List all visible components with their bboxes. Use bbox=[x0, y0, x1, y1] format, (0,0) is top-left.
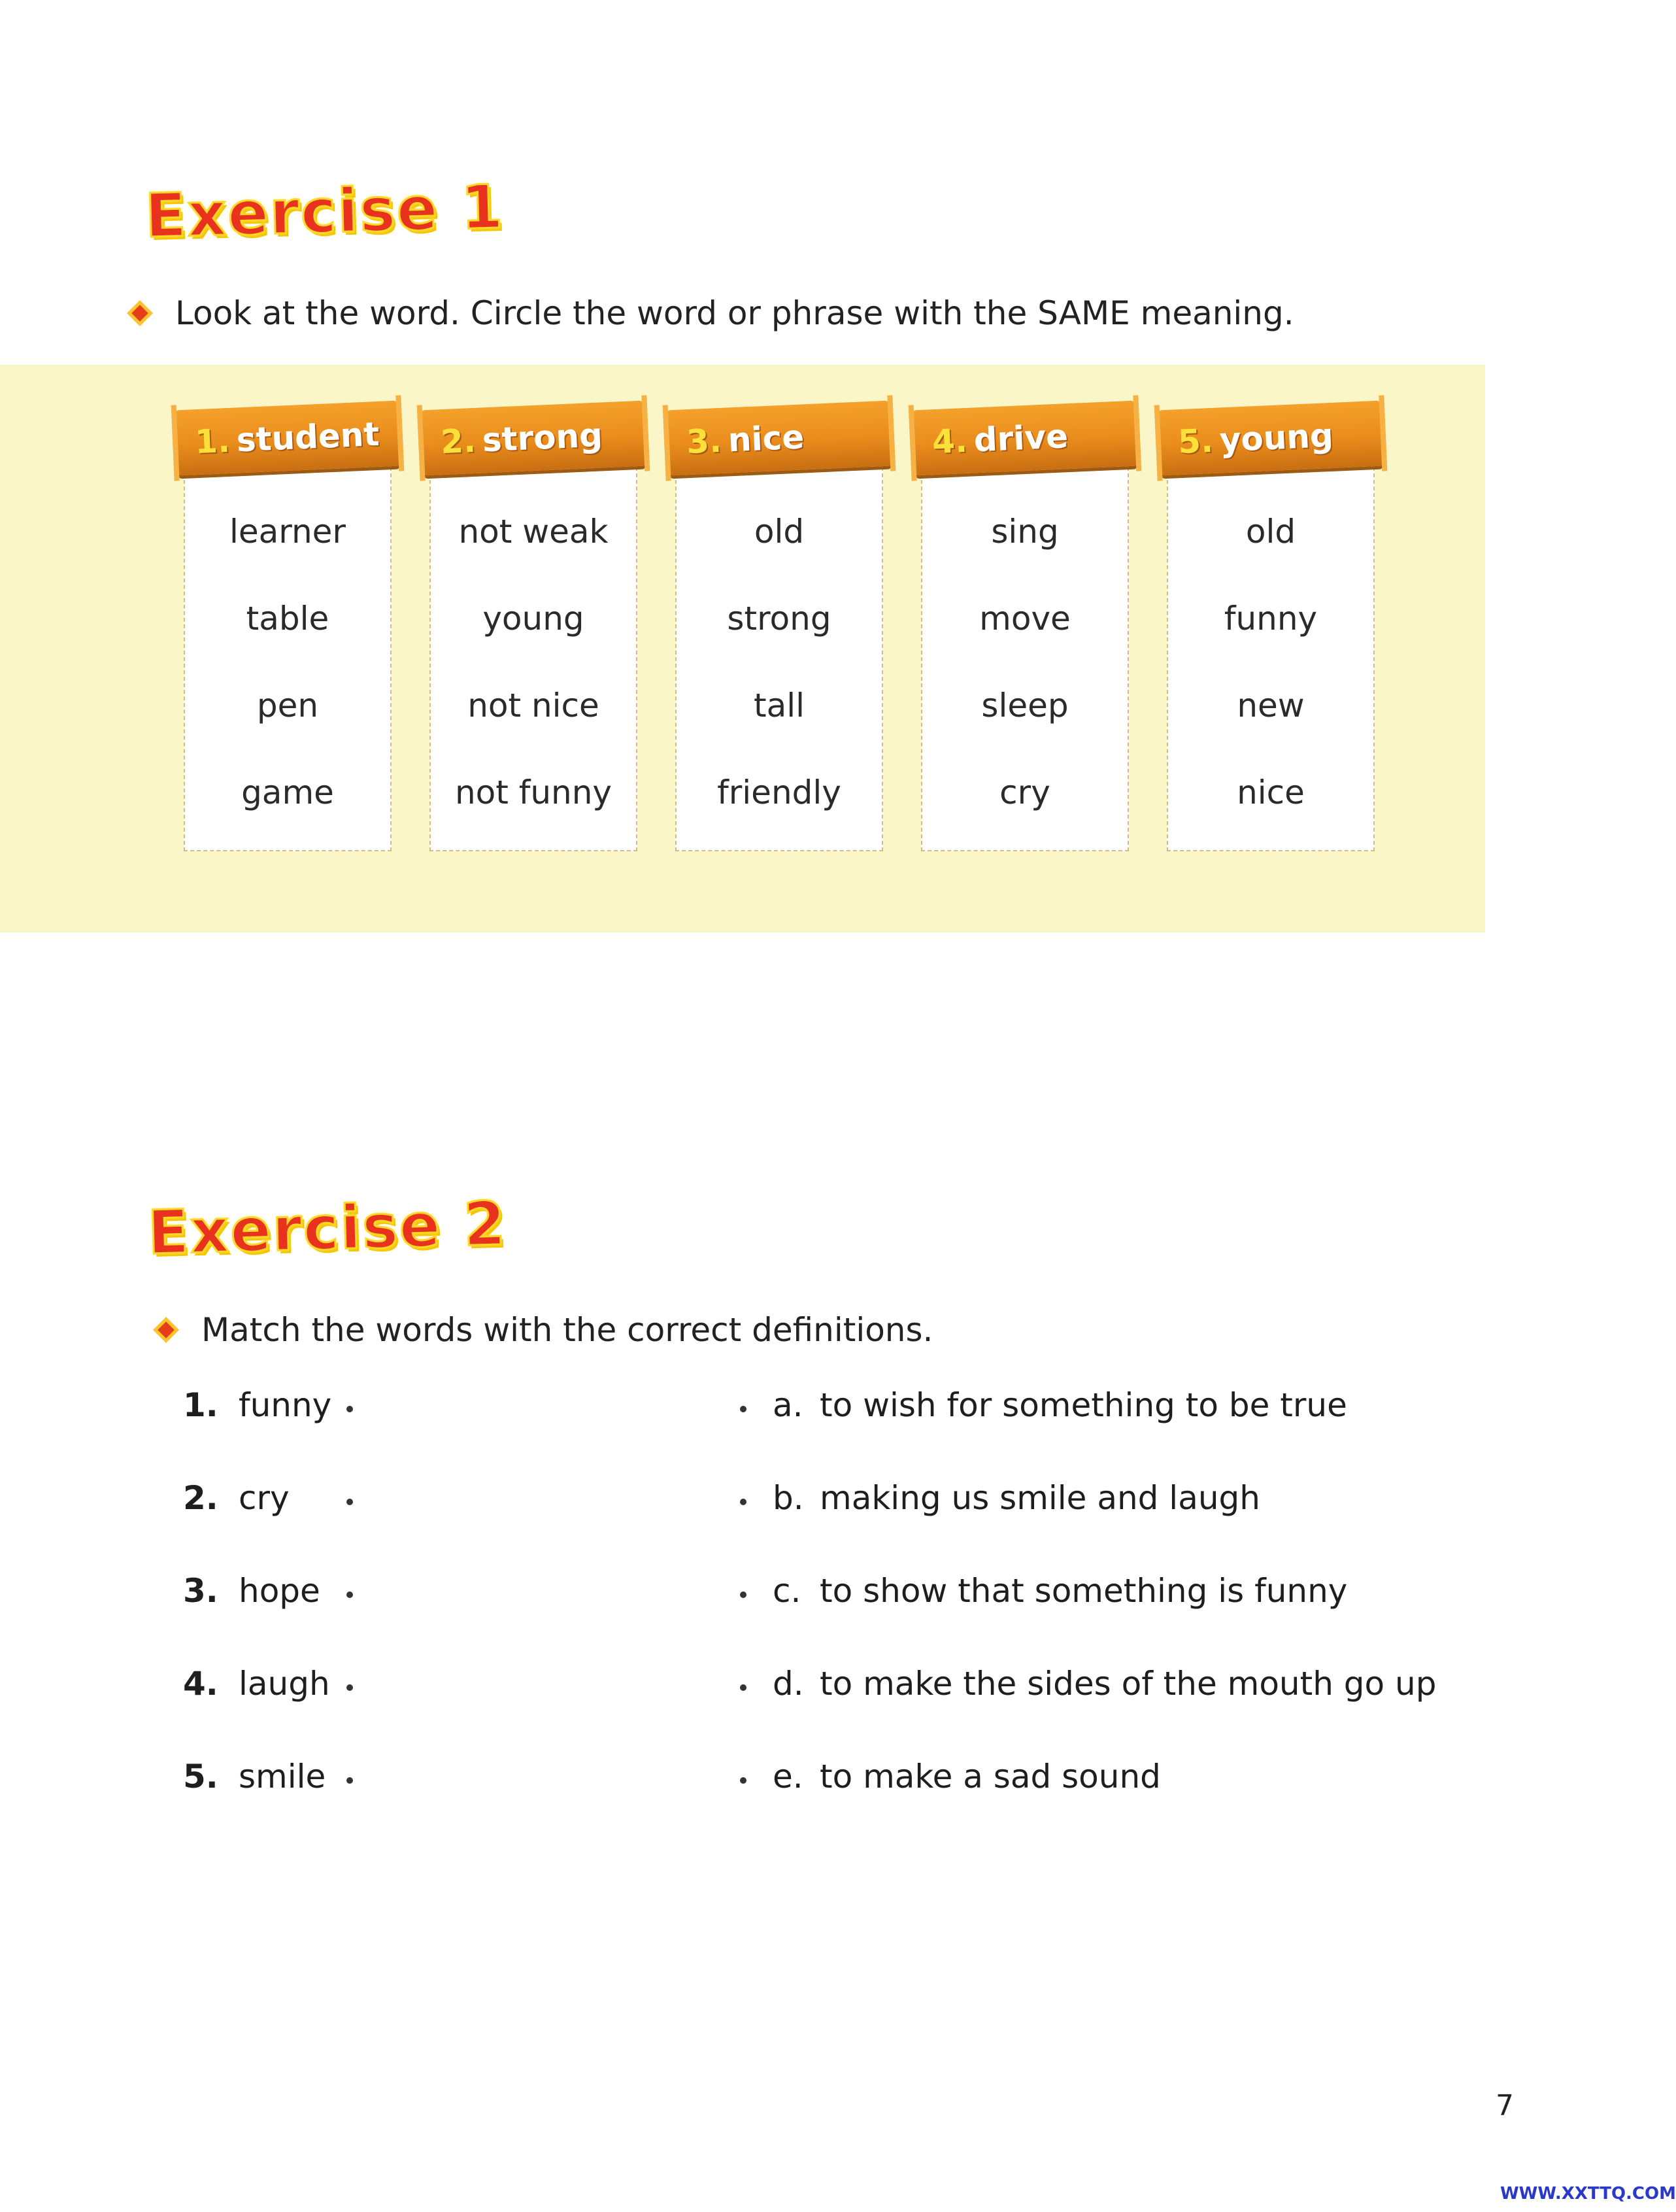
option-word[interactable]: old bbox=[754, 512, 805, 551]
option-list bbox=[921, 467, 1129, 851]
exercise-1-instruction bbox=[131, 294, 1294, 332]
card-number: 4. bbox=[931, 421, 969, 462]
word-card-4 bbox=[914, 405, 1136, 851]
option-word[interactable]: learner bbox=[229, 512, 346, 551]
page-number: 7 bbox=[1496, 2089, 1514, 2122]
match-word-row bbox=[183, 1572, 353, 1665]
match-dot-icon[interactable] bbox=[740, 1406, 746, 1412]
option-word[interactable]: funny bbox=[1224, 599, 1318, 638]
option-word[interactable]: not nice bbox=[467, 686, 599, 724]
definition-letter: a. bbox=[773, 1386, 803, 1424]
word-number: 3. bbox=[183, 1572, 218, 1610]
definition-letter: b. bbox=[773, 1479, 804, 1517]
word-plank bbox=[175, 401, 400, 476]
word-number: 5. bbox=[183, 1758, 218, 1795]
option-word[interactable]: tall bbox=[753, 686, 805, 724]
definition-row bbox=[740, 1479, 1436, 1572]
match-dot-icon[interactable] bbox=[740, 1684, 746, 1691]
card-word: drive bbox=[973, 417, 1069, 460]
option-word[interactable]: not funny bbox=[454, 773, 612, 811]
match-word-row bbox=[183, 1758, 353, 1850]
definition-text: making us smile and laugh bbox=[820, 1479, 1260, 1517]
option-word[interactable]: cry bbox=[999, 773, 1050, 811]
match-dot-icon[interactable] bbox=[740, 1499, 746, 1505]
option-word[interactable]: game bbox=[241, 773, 334, 811]
definition-letter: e. bbox=[773, 1758, 803, 1795]
match-word-row bbox=[183, 1386, 353, 1479]
match-word: laugh bbox=[239, 1665, 330, 1703]
option-word[interactable]: table bbox=[246, 599, 329, 638]
word-number: 4. bbox=[183, 1665, 218, 1703]
definition-text: to show that something is funny bbox=[820, 1572, 1348, 1610]
card-word: young bbox=[1218, 416, 1334, 460]
option-word[interactable]: sing bbox=[991, 512, 1059, 551]
card-number: 3. bbox=[685, 421, 723, 462]
instruction-text: Match the words with the correct definitions. bbox=[201, 1311, 933, 1349]
option-word[interactable]: friendly bbox=[717, 773, 841, 811]
watermark: WWW.XXTTQ.COM bbox=[1500, 2184, 1676, 2203]
exercise-2-title: Exercise 2 bbox=[146, 1188, 508, 1268]
word-card-3 bbox=[668, 405, 890, 851]
match-word-row bbox=[183, 1665, 353, 1758]
match-dot-icon[interactable] bbox=[740, 1777, 746, 1784]
option-list bbox=[429, 467, 637, 851]
word-number: 1. bbox=[183, 1386, 218, 1424]
definition-list bbox=[740, 1386, 1436, 1850]
match-dot-icon[interactable] bbox=[346, 1591, 353, 1598]
match-dot-icon[interactable] bbox=[346, 1499, 353, 1505]
definition-row bbox=[740, 1572, 1436, 1665]
option-word[interactable]: not weak bbox=[458, 512, 609, 551]
word-plank bbox=[913, 401, 1137, 476]
definition-letter: d. bbox=[773, 1665, 804, 1703]
match-word: funny bbox=[239, 1386, 332, 1424]
match-word-row bbox=[183, 1479, 353, 1572]
match-dot-icon[interactable] bbox=[346, 1777, 353, 1784]
option-list bbox=[675, 467, 883, 851]
definition-text: to wish for something to be true bbox=[820, 1386, 1347, 1424]
match-word: cry bbox=[239, 1479, 290, 1517]
option-list bbox=[1167, 467, 1375, 851]
option-word[interactable]: sleep bbox=[981, 686, 1069, 724]
match-word-list bbox=[183, 1386, 353, 1850]
word-plank bbox=[421, 401, 646, 476]
option-word[interactable]: young bbox=[482, 599, 584, 638]
card-number: 5. bbox=[1177, 421, 1215, 462]
option-word[interactable]: pen bbox=[256, 686, 319, 724]
definition-row bbox=[740, 1665, 1436, 1758]
option-word[interactable]: old bbox=[1245, 512, 1296, 551]
diamond-bullet-icon bbox=[127, 300, 153, 326]
word-number: 2. bbox=[183, 1479, 218, 1517]
word-card-5 bbox=[1160, 405, 1382, 851]
definition-letter: c. bbox=[773, 1572, 801, 1610]
card-word: strong bbox=[481, 416, 604, 460]
word-plank bbox=[667, 401, 892, 476]
definition-row bbox=[740, 1758, 1436, 1850]
card-word: nice bbox=[727, 418, 805, 460]
match-dot-icon[interactable] bbox=[346, 1684, 353, 1691]
word-plank bbox=[1158, 401, 1383, 476]
word-card-1 bbox=[176, 405, 399, 851]
exercise-1-title: Exercise 1 bbox=[144, 171, 505, 252]
definition-text: to make the sides of the mouth go up bbox=[820, 1665, 1437, 1703]
definition-row bbox=[740, 1386, 1436, 1479]
exercise-2-instruction bbox=[157, 1311, 933, 1349]
card-number: 2. bbox=[439, 421, 477, 462]
match-dot-icon[interactable] bbox=[346, 1406, 353, 1412]
option-word[interactable]: nice bbox=[1237, 773, 1305, 811]
option-word[interactable]: new bbox=[1237, 686, 1305, 724]
definition-text: to make a sad sound bbox=[820, 1758, 1161, 1795]
match-dot-icon[interactable] bbox=[740, 1591, 746, 1598]
instruction-text: Look at the word. Circle the word or phrase with the SAME meaning. bbox=[175, 294, 1294, 332]
option-word[interactable]: strong bbox=[727, 599, 831, 638]
match-word: hope bbox=[239, 1572, 320, 1610]
card-number: 1. bbox=[193, 421, 231, 462]
option-list bbox=[184, 467, 392, 851]
diamond-bullet-icon bbox=[153, 1317, 179, 1343]
word-card-2 bbox=[422, 405, 645, 851]
match-word: smile bbox=[239, 1758, 326, 1795]
option-word[interactable]: move bbox=[979, 599, 1071, 638]
card-word: student bbox=[235, 415, 380, 460]
